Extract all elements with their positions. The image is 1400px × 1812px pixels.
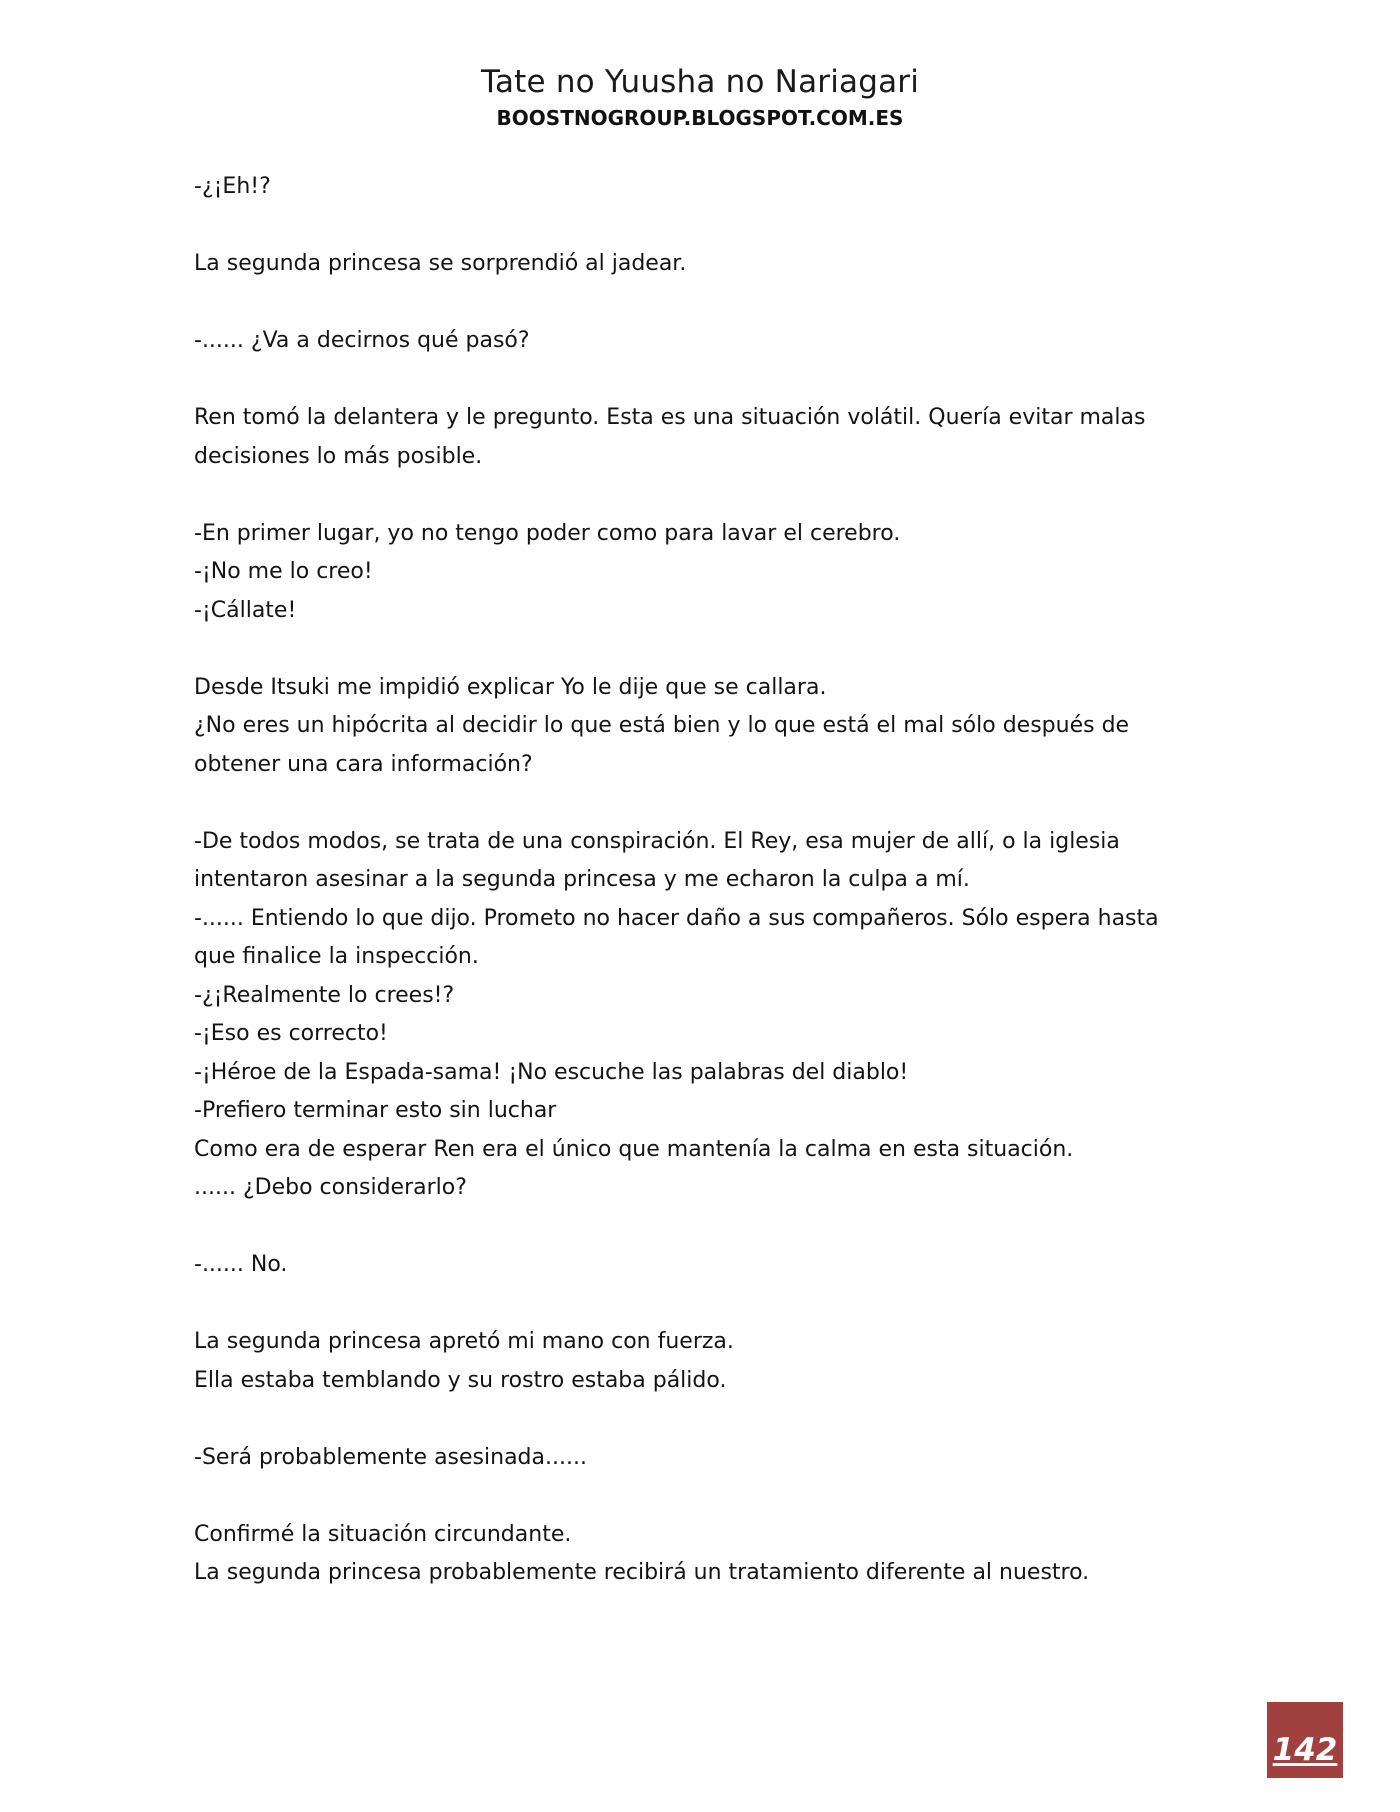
blank-line (194, 476, 1194, 515)
text-line: -...... ¿Va a decirnos qué pasó? (194, 328, 530, 353)
text-line: ...... ¿Debo considerarlo? (194, 1175, 467, 1200)
page-header (0, 62, 1400, 132)
blank-line (194, 630, 1194, 669)
text-line: -Prefiero terminar esto sin luchar (194, 1098, 557, 1123)
text-line: Ella estaba temblando y su rostro estaba pálido. (194, 1367, 727, 1393)
header-site: BOOSTNOGROUP.BLOGSPOT.COM.ES (496, 106, 904, 130)
blank-line (194, 361, 1194, 400)
blank-line (194, 1400, 1194, 1439)
blank-line (194, 207, 1194, 246)
text-line: Confirmé la situación circundante. (194, 1521, 572, 1547)
page-number: 142 (1272, 1732, 1338, 1768)
text-line: -...... Entiendo lo que dijo. Prometo no hacer daño a sus compañeros. Sólo espera hasta (194, 905, 1159, 931)
text-line: Desde Itsuki me impidió explicar Yo le dije que se callara. (194, 674, 827, 700)
text-line: -¡No me lo creo! (194, 559, 373, 584)
text-line: -¡Cállate! (194, 597, 297, 623)
text-line: -De todos modos, se trata de una conspiración. El Rey, esa mujer de allí, o la iglesia (194, 828, 1120, 854)
text-line: La segunda princesa apretó mi mano con fuerza. (194, 1329, 734, 1354)
body-text (194, 168, 1194, 1593)
blank-line (194, 1208, 1194, 1247)
page-number-badge (1267, 1702, 1343, 1778)
text-line: Ren tomó la delantera y le pregunto. Esta es una situación volátil. Quería evitar malas (194, 405, 1146, 430)
text-line: -Será probablemente asesinada...... (194, 1444, 587, 1470)
text-line: -...... No. (194, 1252, 288, 1277)
text-line: obtener una cara información? (194, 751, 533, 777)
text-line: -¡Eso es correcto! (194, 1021, 388, 1046)
text-line: decisiones lo más posible. (194, 443, 483, 469)
header-title: Tate no Yuusha no Nariagari (480, 64, 920, 100)
text-line: -En primer lugar, yo no tengo poder como para lavar el cerebro. (194, 520, 901, 546)
blank-line (194, 1285, 1194, 1324)
text-line: intentaron asesinar a la segunda princesa y me echaron la culpa a mí. (194, 867, 970, 892)
blank-line (194, 1477, 1194, 1516)
text-line: que finalice la inspección. (194, 944, 479, 969)
text-line: -¿¡Realmente lo crees!? (194, 982, 455, 1008)
text-line: La segunda princesa se sorprendió al jadear. (194, 251, 687, 276)
text-line: Como era de esperar Ren era el único que mantenía la calma en esta situación. (194, 1136, 1074, 1162)
blank-line (194, 284, 1194, 323)
text-line: La segunda princesa probablemente recibirá un tratamiento diferente al nuestro. (194, 1560, 1090, 1585)
text-line: -¿¡Eh!? (194, 174, 271, 199)
blank-line (194, 784, 1194, 823)
text-line: -¡Héroe de la Espada-sama! ¡No escuche las palabras del diablo! (194, 1059, 909, 1085)
text-line: ¿No eres un hipócrita al decidir lo que está bien y lo que está el mal sólo después de (194, 713, 1130, 738)
